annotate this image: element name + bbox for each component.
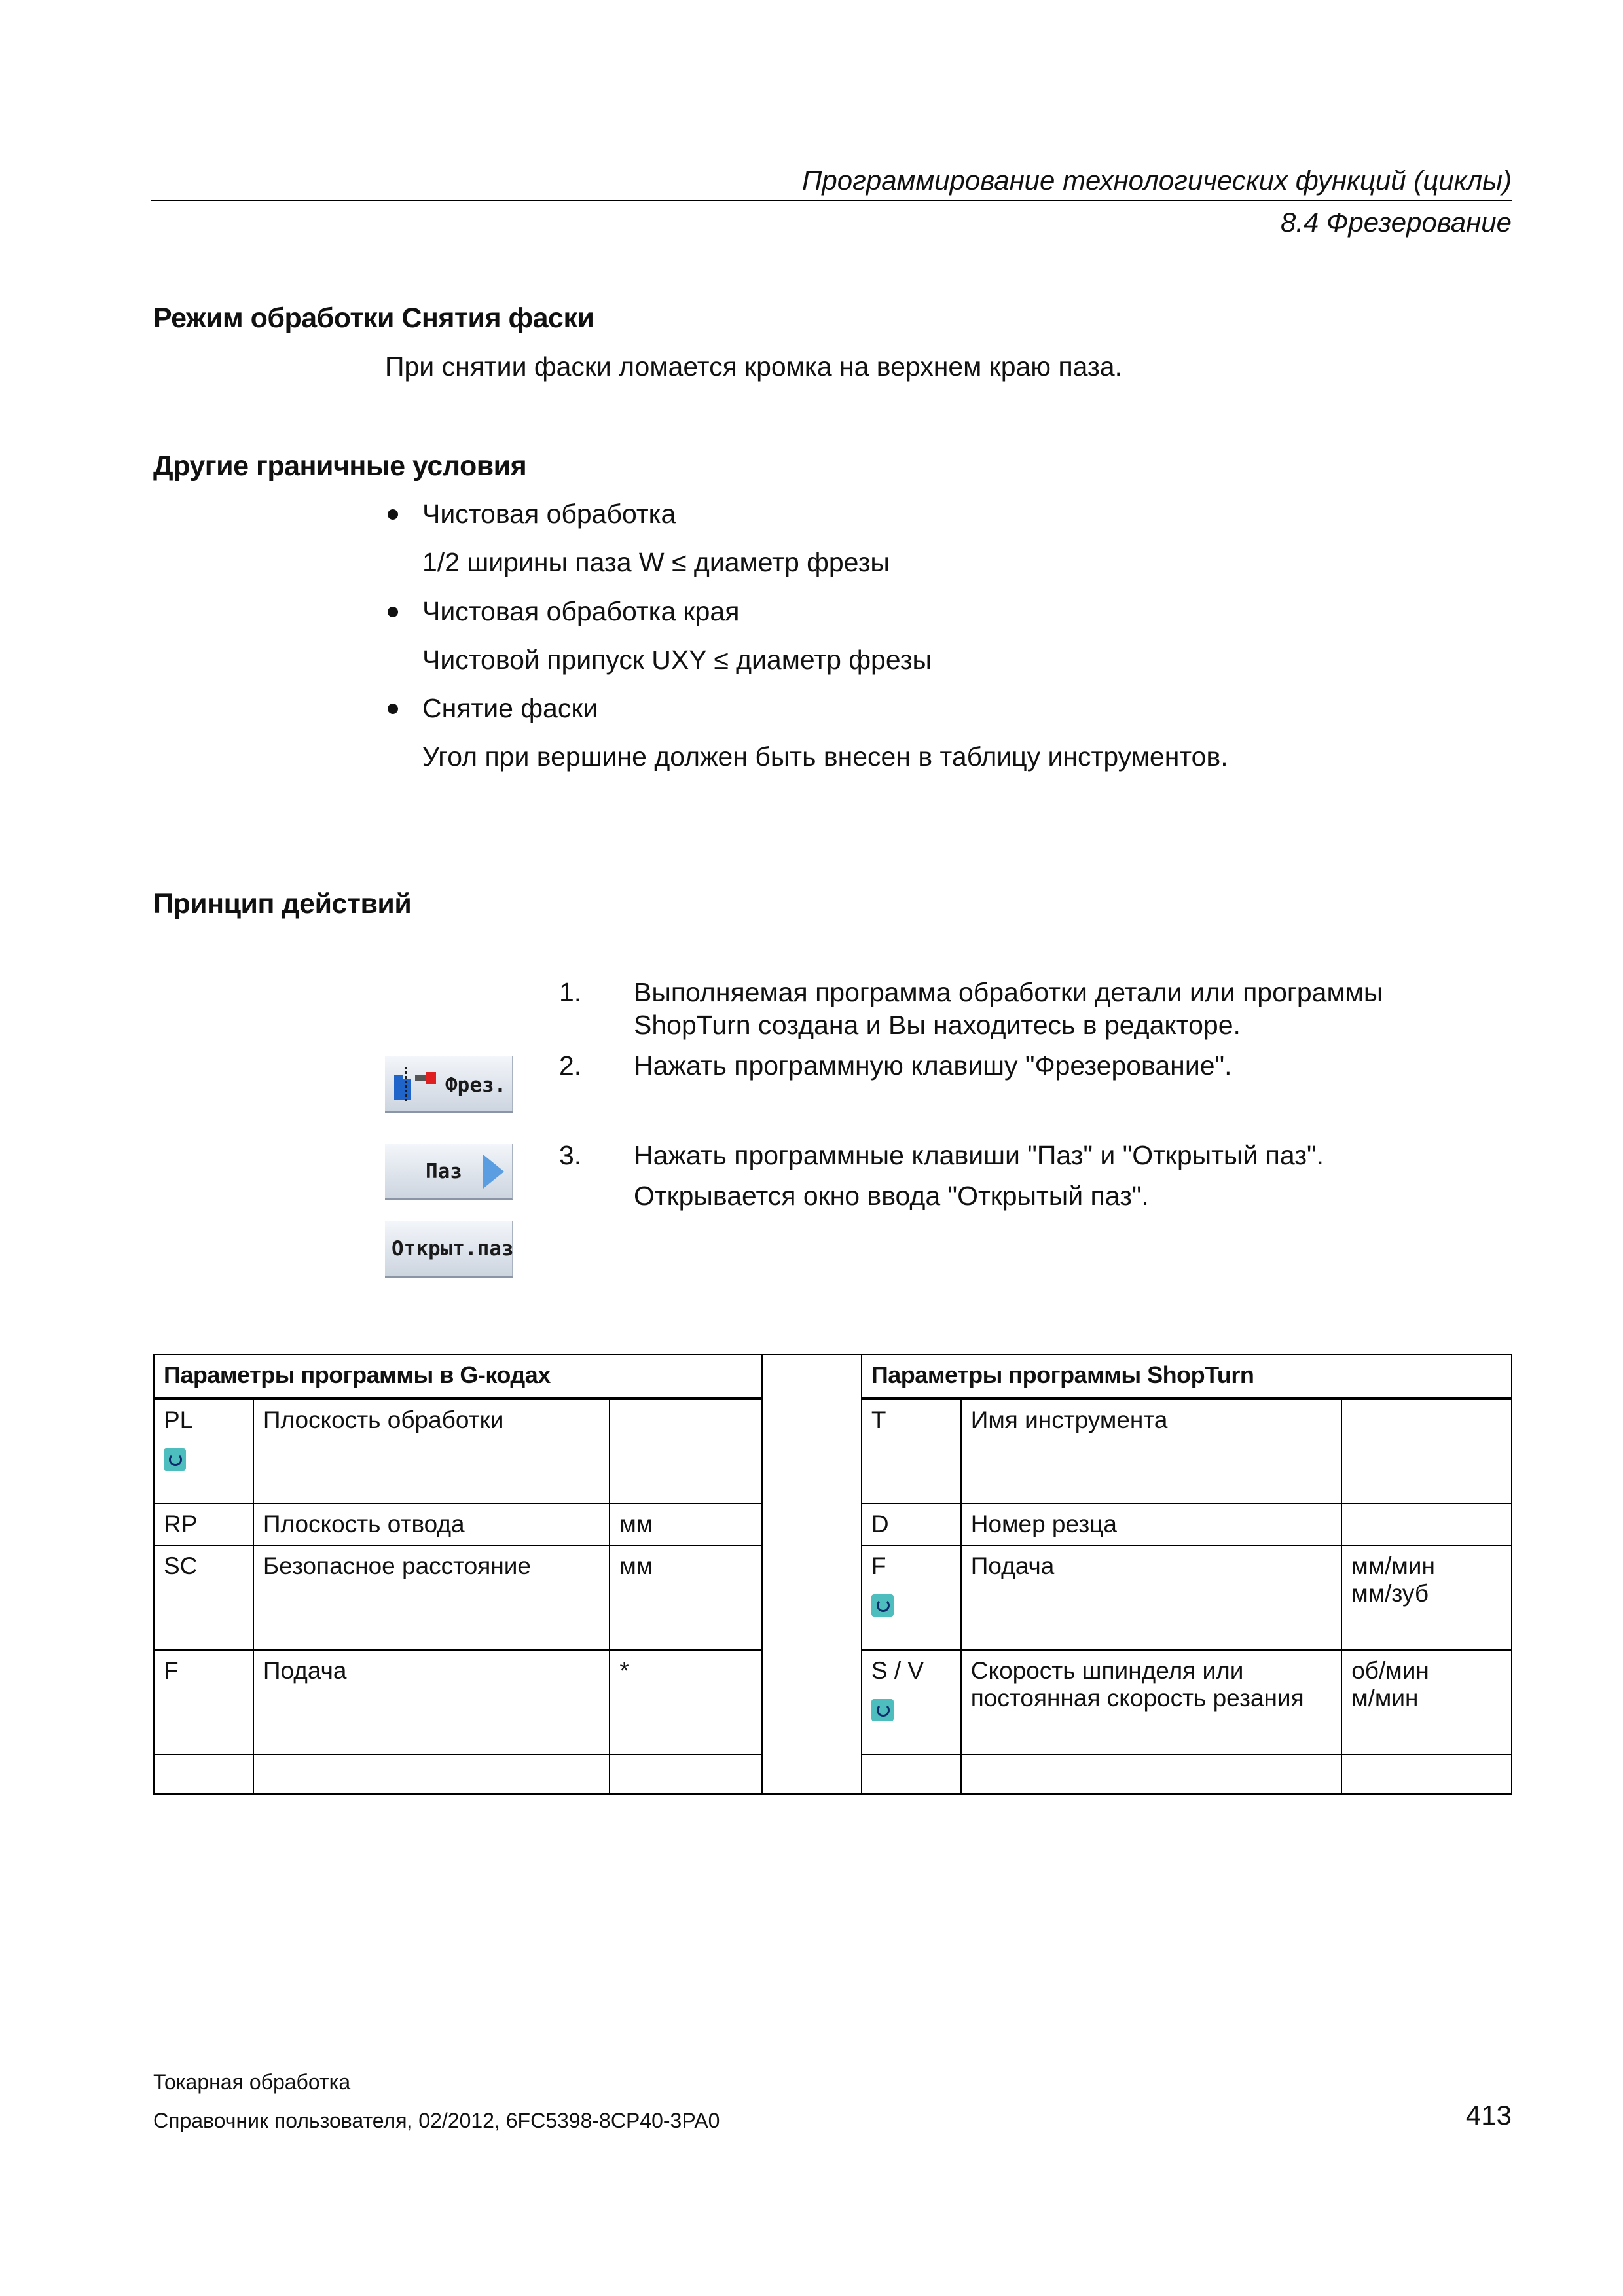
section-text-chamfer: При снятии фаски ломается кромка на верхнем краю паза. [385, 351, 1122, 382]
softkey-mill-label: Фрез. [445, 1073, 507, 1097]
softkey-open-slot-button[interactable] [385, 1221, 513, 1278]
section-heading-chamfer: Режим обработки Снятия фаски [153, 302, 594, 334]
table-cell-empty [862, 1755, 961, 1794]
table-cell-desc: Безопасное расстояние [253, 1545, 610, 1650]
table-cell-unit [610, 1399, 762, 1503]
step-text: Нажать программные клавиши "Паз" и "Открытый паз". [634, 1140, 1324, 1170]
table-cell-param: S / V [862, 1650, 961, 1755]
page-number: 413 [1465, 2100, 1512, 2130]
table-cell-desc: Подача [253, 1650, 610, 1755]
table-cell-param: PL [154, 1399, 253, 1503]
table-header-shopturn: Параметры программы ShopTurn [862, 1354, 1512, 1399]
table-cell-param: F [862, 1545, 961, 1650]
table-cell-unit [1341, 1399, 1512, 1503]
table-cell-param: SC [154, 1545, 253, 1650]
table-cell-desc: Имя инструмента [961, 1399, 1341, 1503]
table-cell-desc: Плоскость обработки [253, 1399, 610, 1503]
table-cell-empty [961, 1755, 1341, 1794]
softkey-open-slot-label: Открыт.паз [392, 1237, 514, 1261]
section-heading-conditions: Другие граничные условия [153, 450, 527, 482]
table-cell-unit: мм [610, 1503, 762, 1545]
table-cell-param: RP [154, 1503, 253, 1545]
bullet-label: Чистовая обработка края [422, 596, 740, 626]
bullet-label: Чистовая обработка [422, 499, 676, 529]
table-cell-empty [610, 1755, 762, 1794]
arrow-right-icon [481, 1152, 507, 1191]
step-text: Нажать программную клавишу "Фрезерование". [634, 1050, 1232, 1081]
table-cell-empty [154, 1755, 253, 1794]
bullet-label: Снятие фаски [422, 693, 598, 723]
toggle-icon[interactable] [164, 1448, 186, 1471]
header-subtitle: 8.4 Фрезерование [1280, 207, 1512, 238]
softkey-mill-button[interactable] [385, 1056, 513, 1113]
step-number: 3. [559, 1140, 582, 1170]
section-heading-procedure: Принцип действий [153, 888, 412, 920]
table-cell-unit: * [610, 1650, 762, 1755]
footer-reference: Справочник пользователя, 02/2012, 6FC5398-8CP40-3PA0 [153, 2109, 720, 2132]
table-cell-desc: Подача [961, 1545, 1341, 1650]
softkey-slot-label: Паз [426, 1160, 462, 1183]
parameter-table [153, 1354, 1512, 1795]
softkey-slot-button[interactable] [385, 1144, 513, 1200]
bullet-detail: 1/2 ширины паза W ≤ диаметр фрезы [422, 547, 890, 577]
step-number: 2. [559, 1050, 582, 1081]
toggle-icon[interactable] [871, 1594, 894, 1617]
bullet-dot [388, 704, 398, 714]
table-cell-empty [1341, 1755, 1512, 1794]
table-cell-desc: Номер резца [961, 1503, 1341, 1545]
toggle-icon[interactable] [871, 1699, 894, 1721]
header-title: Программирование технологических функций (циклы) [801, 165, 1512, 196]
table-cell-param: D [862, 1503, 961, 1545]
step-number: 1. [559, 977, 582, 1007]
step-text: Открывается окно ввода "Открытый паз". [634, 1181, 1149, 1211]
table-spacer [762, 1354, 862, 1794]
table-cell-param: T [862, 1399, 961, 1503]
step-text: ShopTurn создана и Вы находитесь в редакторе. [634, 1010, 1241, 1040]
table-cell-unit: мм [610, 1545, 762, 1650]
table-header-gcode: Параметры программы в G-кодах [154, 1354, 762, 1399]
footer-title: Токарная обработка [153, 2070, 351, 2094]
table-cell-desc: Плоскость отвода [253, 1503, 610, 1545]
table-cell-unit [1341, 1503, 1512, 1545]
header-rule [151, 200, 1512, 201]
bullet-detail: Чистовой припуск UXY ≤ диаметр фрезы [422, 645, 932, 675]
table-cell-desc: Скорость шпинделя или постоянная скорость резания [961, 1650, 1341, 1755]
bullet-dot [388, 509, 398, 520]
table-cell-unit: об/мин м/мин [1341, 1650, 1512, 1755]
table-cell-unit: мм/мин мм/зуб [1341, 1545, 1512, 1650]
table-cell-param: F [154, 1650, 253, 1755]
step-text: Выполняемая программа обработки детали или программы [634, 977, 1383, 1007]
mill-tool-icon [393, 1064, 440, 1103]
bullet-detail: Угол при вершине должен быть внесен в таблицу инструментов. [422, 742, 1228, 772]
table-cell-empty [253, 1755, 610, 1794]
bullet-dot [388, 607, 398, 617]
